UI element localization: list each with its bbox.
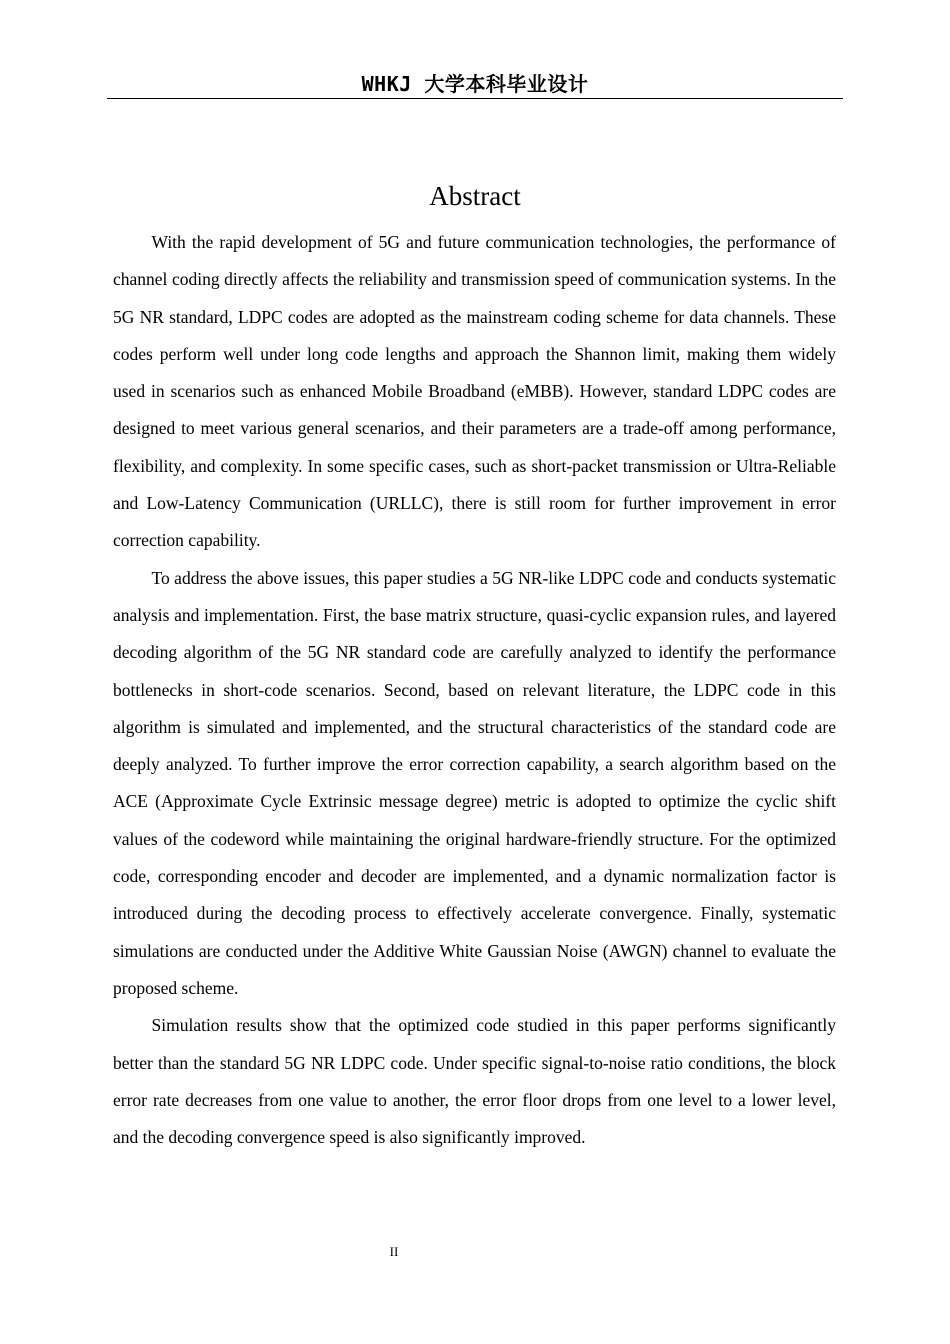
abstract-title: Abstract [429, 181, 521, 211]
abstract-body [113, 224, 836, 1156]
abstract-paragraph-1: With the rapid development of 5G and future communication technologies, the performance of channel coding directly affects the reliability and transmission speed of communication systems. In the 5G NR standard, LDPC codes are adopted as the mainstream coding scheme for data channels. These codes perform well under long code lengths and approach the Shannon limit, making them widely used in scenarios such as enhanced Mobile Broadband (eMBB). However, standard LDPC codes are designed to meet various general scenarios, and their parameters are a trade-off among performance, flexibility, and complexity. In some specific cases, such as short-packet transmission or Ultra-Reliable and Low-Latency Communication (URLLC), there is still room for further improvement in error correction capability. [113, 232, 836, 551]
abstract-paragraph-3: Simulation results show that the optimized code studied in this paper performs significantly better than the standard 5G NR LDPC code. Under specific signal-to-noise ratio conditions, the block error rate decreases from one value to another, the error floor drops from one level to a lower level, and the decoding convergence speed is also significantly improved. [113, 1015, 836, 1148]
header-title: WHKJ 大学本科毕业设计 [361, 72, 589, 96]
page-header [107, 70, 843, 99]
abstract-paragraph-2: To address the above issues, this paper studies a 5G NR-like LDPC code and conducts systematic analysis and implementation. First, the base matrix structure, quasi-cyclic expansion rules, and layered decoding algorithm of the 5G NR standard code are carefully analyzed to identify the performance bottlenecks in short-code scenarios. Second, based on relevant literature, the LDPC code in this algorithm is simulated and implemented, and the structural characteristics of the standard code are deeply analyzed. To further improve the error correction capability, a search algorithm based on the ACE (Approximate Cycle Extrinsic message degree) metric is adopted to optimize the cyclic shift values of the codeword while maintaining the original hardware-friendly structure. For the optimized code, corresponding encoder and decoder are implemented, and a dynamic normalization factor is introduced during the decoding process to effectively accelerate convergence. Finally, systematic simulations are conducted under the Additive White Gaussian Noise (AWGN) channel to evaluate the proposed scheme. [113, 567, 836, 998]
page-number: II [389, 1244, 399, 1259]
